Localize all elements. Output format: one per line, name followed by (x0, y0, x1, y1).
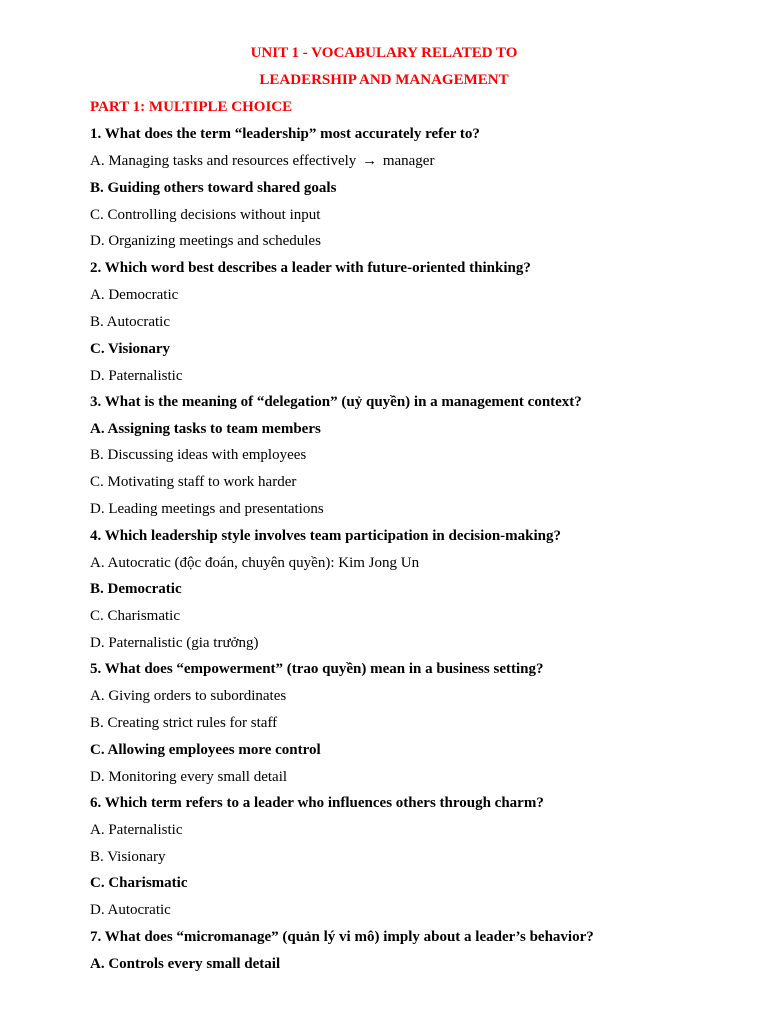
part-heading: PART 1: MULTIPLE CHOICE (90, 99, 293, 115)
question-2: 2. Which word best describes a leader with future-oriented thinking? (90, 260, 531, 276)
question-4: 4. Which leadership style involves team participation in decision-making? (90, 528, 561, 544)
q4-option-a: A. Autocratic (độc đoán, chuyên quyền): Kim Jong Un (90, 555, 420, 571)
q2-option-c-answer: C. Visionary (90, 341, 171, 357)
q1-option-b-answer: B. Guiding others toward shared goals (90, 180, 337, 196)
q2-option-d: D. Paternalistic (90, 368, 183, 384)
q4-option-c: C. Charismatic (90, 608, 180, 624)
question-7: 7. What does “micromanage” (quản lý vi mô) imply about a leader’s behavior? (90, 929, 594, 945)
q4-option-b-answer: B. Democratic (90, 581, 182, 597)
q5-option-c-answer: C. Allowing employees more control (90, 742, 321, 758)
q3-option-a-answer: A. Assigning tasks to team members (90, 421, 321, 437)
q4-option-d: D. Paternalistic (gia trưởng) (90, 635, 259, 651)
q1-note-text: manager (382, 153, 435, 169)
q3-option-d: D. Leading meetings and presentations (90, 501, 324, 517)
q5-option-a: A. Giving orders to subordinates (90, 688, 287, 704)
arrow-right-icon: → (362, 153, 378, 169)
q1-option-c: C. Controlling decisions without input (90, 207, 321, 223)
q2-option-a: A. Democratic (90, 287, 179, 303)
q6-option-a: A. Paternalistic (90, 822, 183, 838)
q7-option-a-answer: A. Controls every small detail (90, 956, 281, 972)
question-6: 6. Which term refers to a leader who influences others through charm? (90, 795, 544, 811)
q1-option-a (90, 152, 434, 170)
question-5: 5. What does “empowerment” (trao quyền) mean in a business setting? (90, 661, 544, 677)
q6-option-c-answer: C. Charismatic (90, 875, 188, 891)
q3-option-c: C. Motivating staff to work harder (90, 474, 297, 490)
q1-option-d: D. Organizing meetings and schedules (90, 233, 321, 249)
unit-title-line-1: UNIT 1 - VOCABULARY RELATED TO (250, 45, 518, 61)
q6-option-d: D. Autocratic (90, 902, 171, 918)
q3-option-b: B. Discussing ideas with employees (90, 447, 307, 463)
q6-option-b: B. Visionary (90, 849, 166, 865)
q5-option-d: D. Monitoring every small detail (90, 769, 288, 785)
unit-title-line-2: LEADERSHIP AND MANAGEMENT (259, 72, 509, 88)
question-1: 1. What does the term “leadership” most accurately refer to? (90, 126, 480, 142)
q2-option-b: B. Autocratic (90, 314, 170, 330)
q1-option-a-text: A. Managing tasks and resources effectively (90, 153, 357, 169)
q5-option-b: B. Creating strict rules for staff (90, 715, 278, 731)
question-3: 3. What is the meaning of “delegation” (uỷ quyền) in a management context? (90, 394, 582, 410)
